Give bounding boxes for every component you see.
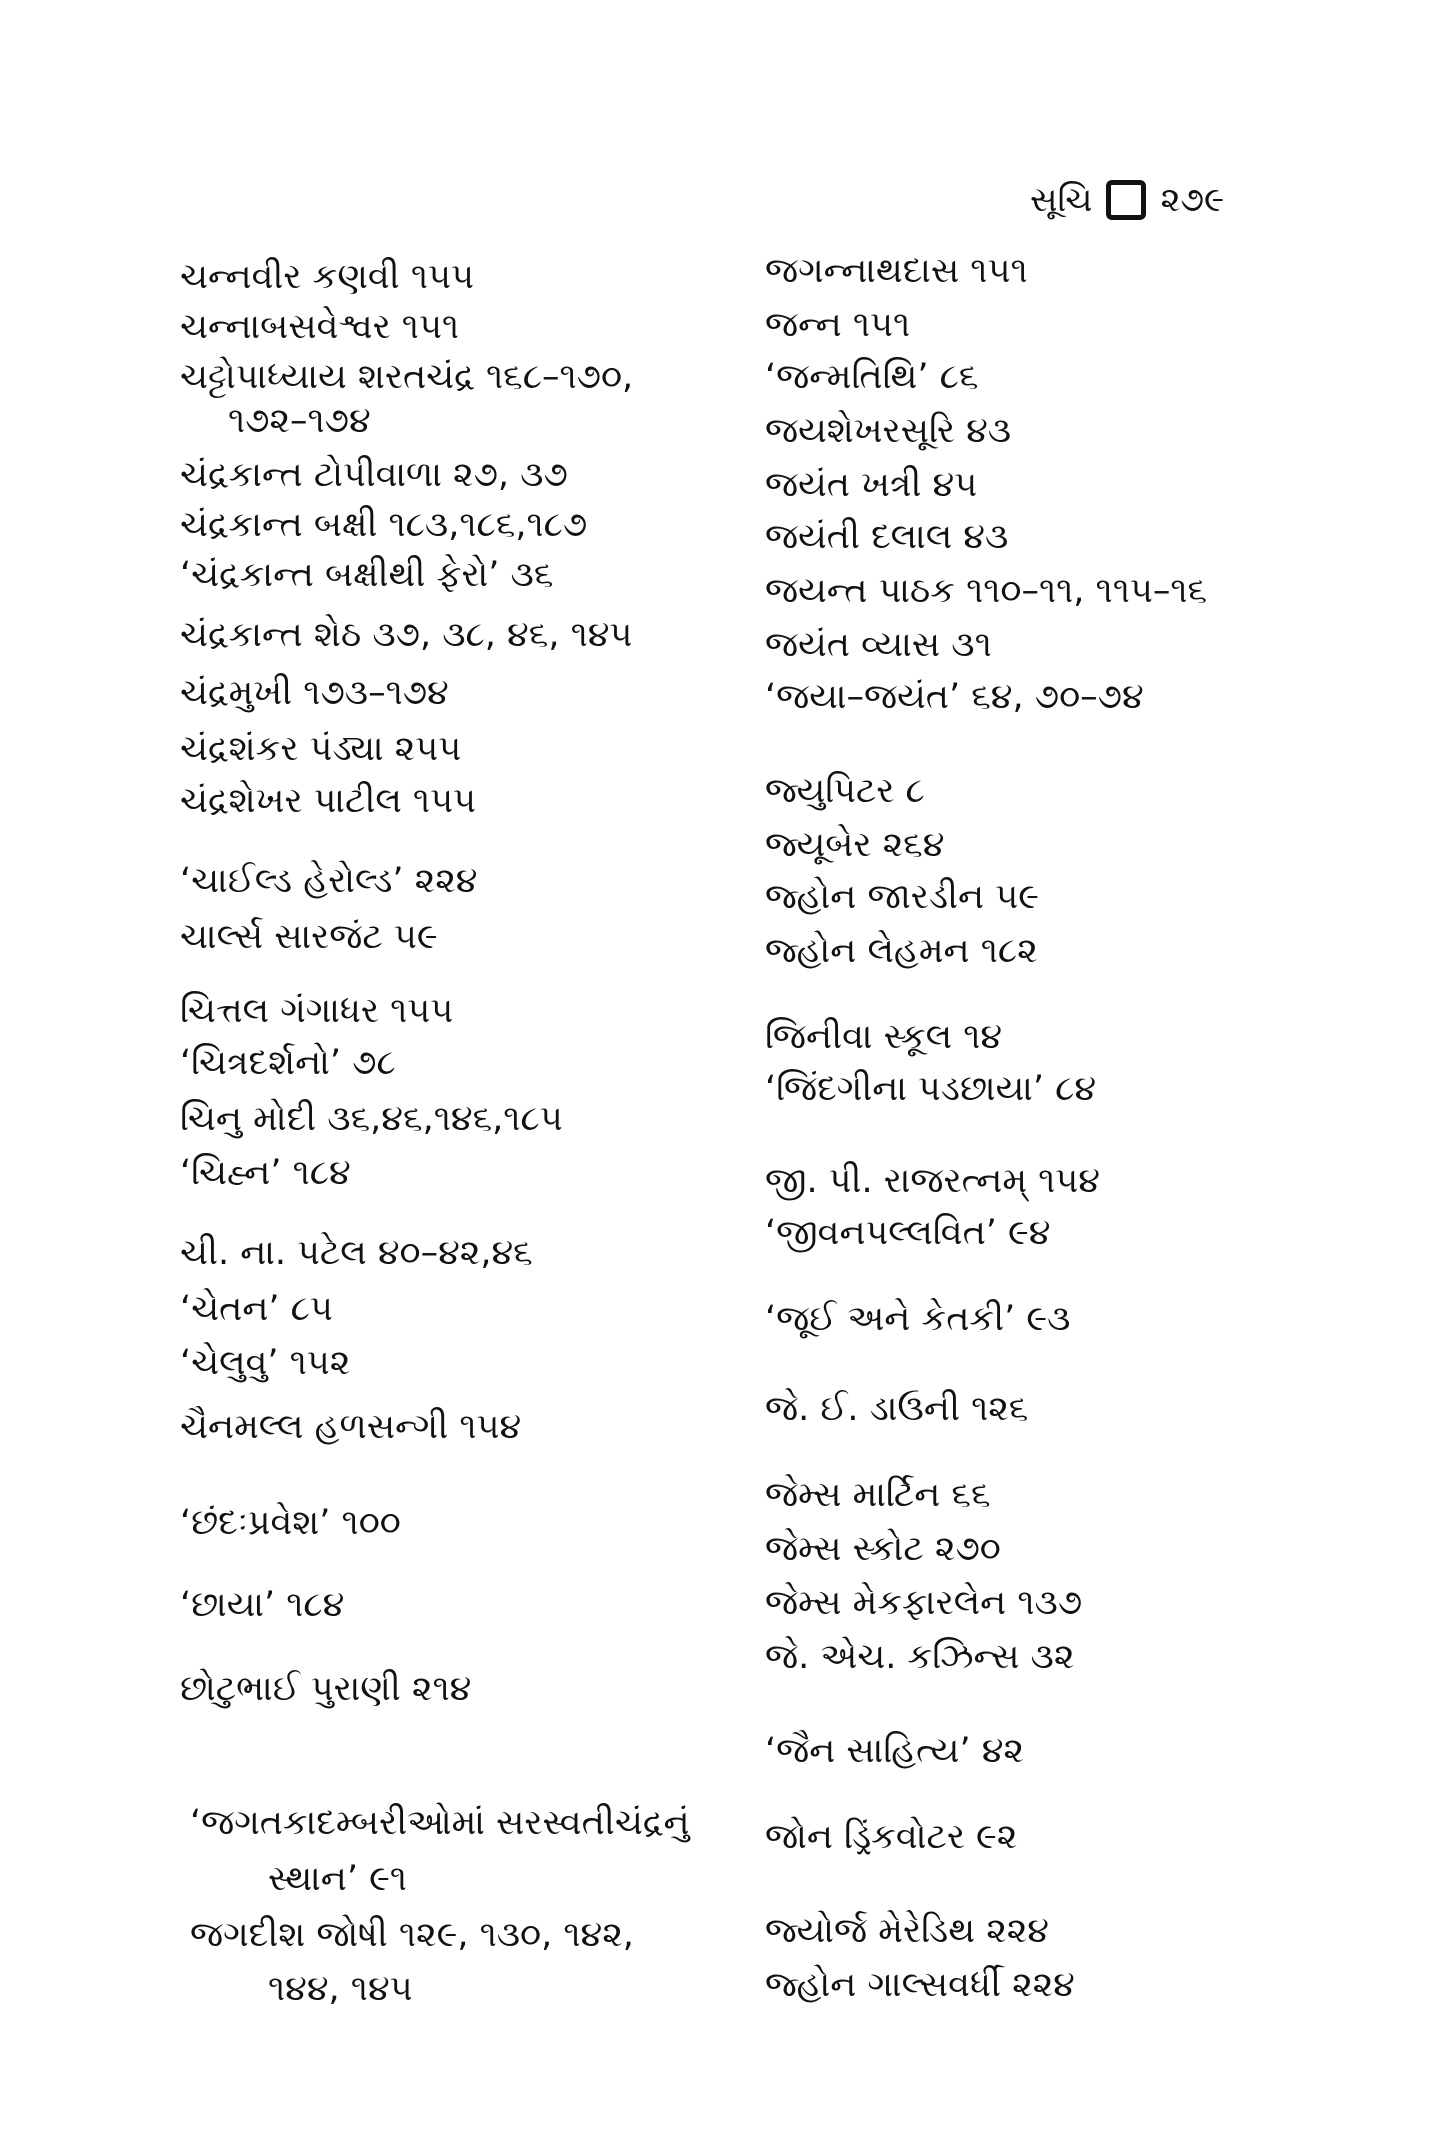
index-entry: ‘ચિત્રદર્શનો’ ૭૮ bbox=[180, 1043, 396, 1083]
header-label: સૂચિ bbox=[1030, 180, 1093, 220]
index-entry: જયન્ત પાઠક ૧૧૦–૧૧, ૧૧૫–૧૬ bbox=[765, 571, 1208, 611]
index-entry: ‘છાયા’ ૧૮૪ bbox=[180, 1585, 345, 1625]
index-entry: ૧૪૪, ૧૪૫ bbox=[268, 1969, 413, 2009]
index-entry: ચટ્ટોપાધ્યાય શરતચંદ્ર ૧૬૮–૧૭૦, bbox=[180, 357, 634, 397]
index-entry: છોટુભાઈ પુરાણી ૨૧૪ bbox=[180, 1669, 472, 1709]
index-entry: ‘ચેલુવુ’ ૧૫૨ bbox=[180, 1343, 351, 1383]
index-entry: ચિત્તલ ગંગાધર ૧૫૫ bbox=[180, 991, 454, 1031]
index-entry: ‘ચંદ્રકાન્ત બક્ષીથી ફેરો’ ૩૬ bbox=[180, 555, 554, 595]
index-entry: ‘ચાઈલ્ડ હેરોલ્ડ’ ૨૨૪ bbox=[180, 861, 478, 901]
index-entry: ‘જૈન સાહિત્ય’ ૪૨ bbox=[765, 1731, 1024, 1771]
index-entry: ‘જિંદગીના પડછાયા’ ૮૪ bbox=[765, 1069, 1097, 1109]
index-entry: ચંદ્રશંકર પંડ્યા ૨૫૫ bbox=[180, 729, 462, 769]
index-entry: ‘જીવનપલ્લવિત’ ૯૪ bbox=[765, 1213, 1051, 1253]
page-number: ૨૭૯ bbox=[1160, 180, 1225, 220]
index-entry: ૧૭૨–૧૭૪ bbox=[228, 401, 371, 441]
index-entry: જગન્નાથદાસ ૧૫૧ bbox=[765, 251, 1028, 291]
page-header bbox=[1030, 170, 1330, 230]
index-entry: ‘છંદઃપ્રવેશ’ ૧૦૦ bbox=[180, 1503, 401, 1543]
index-entry: ચંદ્રકાન્ત ટોપીવાળા ૨૭, ૩૭ bbox=[180, 455, 568, 495]
index-entry: ‘જયા–જયંત’ ૬૪, ૭૦–૭૪ bbox=[765, 677, 1144, 717]
index-entry: ચંદ્રકાન્ત બક્ષી ૧૮૩,૧૮૬,૧૮૭ bbox=[180, 505, 588, 545]
index-entry: જગદીશ જોષી ૧૨૯, ૧૩૦, ૧૪૨, bbox=[190, 1915, 634, 1955]
index-entry: જન્ન ૧૫૧ bbox=[765, 305, 911, 345]
index-entry: ‘ચિહ્ન’ ૧૮૪ bbox=[180, 1153, 351, 1193]
index-entry: ‘જગતકાદમ્બરીઓમાં સરસ્વતીચંદ્રનું bbox=[190, 1803, 690, 1843]
index-entry: ચન્નાબસવેશ્વર ૧૫૧ bbox=[180, 307, 460, 347]
index-entry: જી. પી. રાજરત્નમ્ ૧૫૪ bbox=[765, 1161, 1100, 1201]
index-entry: જોન ડ્રિંકવોટર ૯૨ bbox=[765, 1817, 1018, 1857]
index-entry: જ્હોન ગાલ્સવર્ધી ૨૨૪ bbox=[765, 1965, 1075, 2005]
index-entry: જ્યૂબેર ૨૬૪ bbox=[765, 825, 945, 865]
index-entry: જયંત ખત્રી ૪૫ bbox=[765, 465, 978, 505]
index-entry: ચાર્લ્સ સારજંટ ૫૯ bbox=[180, 917, 438, 957]
index-entry: જેમ્સ માર્ટિન ૬૬ bbox=[765, 1475, 991, 1515]
index-entry: ચંદ્રકાન્ત શેઠ ૩૭, ૩૮, ૪૬, ૧૪૫ bbox=[180, 615, 633, 655]
index-entry: જ્યોર્જ મેરેડિથ ૨૨૪ bbox=[765, 1911, 1049, 1951]
index-entry: સ્થાન’ ૯૧ bbox=[268, 1859, 407, 1899]
index-entry: ‘ચેતન’ ૮૫ bbox=[180, 1289, 333, 1329]
index-entry: ચૈનમલ્લ હળસન્ગી ૧૫૪ bbox=[180, 1407, 522, 1447]
index-entry: જિનીવા સ્કૂલ ૧૪ bbox=[765, 1017, 1003, 1057]
index-entry: જે. ઈ. ડાઉની ૧૨૬ bbox=[765, 1389, 1029, 1429]
index-entry: જ્હોન લેહમન ૧૮૨ bbox=[765, 931, 1038, 971]
index-entry: જ્હોન જારડીન ૫૯ bbox=[765, 877, 1039, 917]
square-icon bbox=[1106, 180, 1146, 220]
index-entry: ચી. ના. પટેલ ૪૦–૪૨,૪૬ bbox=[180, 1233, 533, 1273]
index-entry: જેમ્સ મેકફારલેન ૧૩૭ bbox=[765, 1583, 1083, 1623]
index-entry: ચંદ્રશેખર પાટીલ ૧૫૫ bbox=[180, 781, 477, 821]
index-entry: જયશેખરસૂરિ ૪૩ bbox=[765, 411, 1012, 451]
index-entry: જયંતી દલાલ ૪૩ bbox=[765, 517, 1009, 557]
index-entry: ચિનુ મોદી ૩૬,૪૬,૧૪૬,૧૮૫ bbox=[180, 1099, 563, 1139]
index-entry: જેમ્સ સ્કોટ ૨૭૦ bbox=[765, 1529, 1001, 1569]
index-entry: જે. એચ. કઝિન્સ ૩૨ bbox=[765, 1637, 1075, 1677]
index-entry: જ્યુપિટર ૮ bbox=[765, 771, 925, 811]
index-entry: ‘જન્મતિથિ’ ૮૬ bbox=[765, 357, 979, 397]
index-entry: ચંદ્રમુખી ૧૭૩–૧૭૪ bbox=[180, 673, 449, 713]
index-entry: ‘જૂઈ અને કેતકી’ ૯૩ bbox=[765, 1299, 1071, 1339]
index-entry: જયંત વ્યાસ ૩૧ bbox=[765, 625, 992, 665]
index-entry: ચન્નવીર કણવી ૧૫૫ bbox=[180, 257, 474, 297]
